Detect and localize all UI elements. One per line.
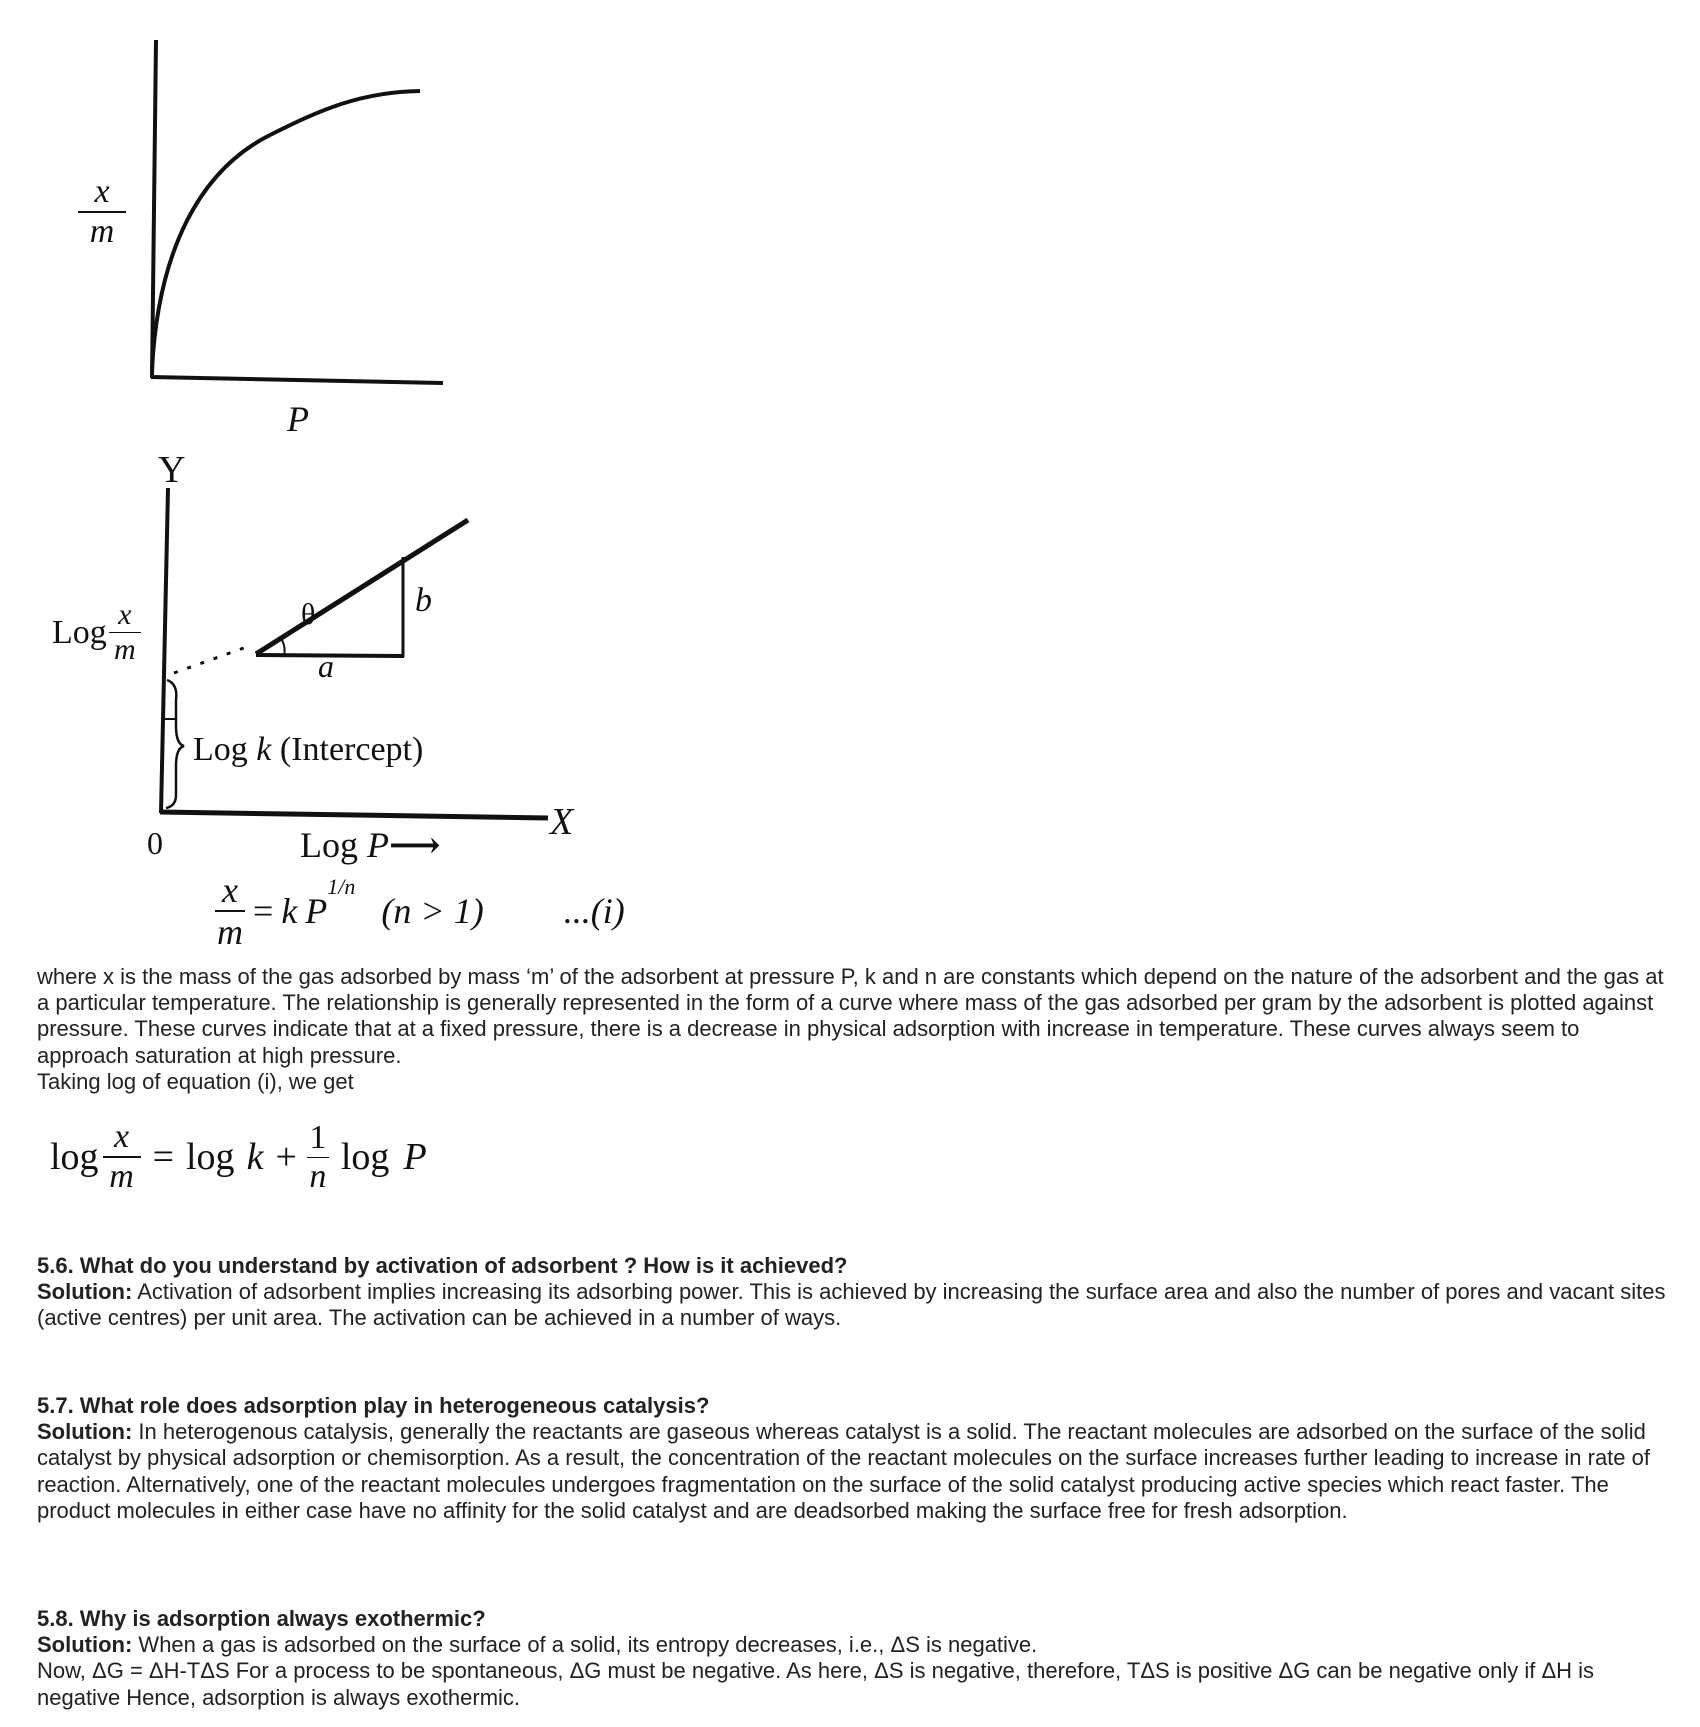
eq1-condition: (n > 1) bbox=[381, 891, 484, 931]
solution-text bbox=[37, 1279, 1677, 1331]
question-title: 5.6. What do you understand by activation of adsorbent ? How is it achieved? bbox=[37, 1253, 848, 1278]
equation-log-form bbox=[50, 1120, 427, 1194]
solution-body: When a gas is adsorbed on the surface of a solid, its entropy decreases, i.e., ΔS is negative. bbox=[132, 1632, 1038, 1658]
eq2-P: P bbox=[403, 1136, 427, 1178]
intercept-prefix: Log bbox=[193, 731, 257, 768]
question-5-6 bbox=[37, 1253, 1677, 1332]
eq1-tag: ...(i) bbox=[563, 891, 625, 931]
eq2-lhs-fraction bbox=[103, 1120, 141, 1194]
isotherm-x-label: P bbox=[287, 399, 309, 439]
angle-label: θ bbox=[301, 598, 316, 631]
intercept-label bbox=[193, 731, 423, 769]
slope-horizontal-label: a bbox=[318, 648, 334, 684]
eq2-plus: + bbox=[275, 1136, 297, 1178]
explanation-paragraph bbox=[37, 964, 1677, 1095]
eq1-lhs-fraction bbox=[215, 872, 245, 950]
x-label-text: Log P bbox=[300, 825, 389, 865]
eq2-denominator: m bbox=[109, 1158, 134, 1195]
solution-continuation: Now, ΔG = ΔH-TΔS For a process to be spontaneous, ΔG must be negative. As here, ΔS is negative, therefore, TΔS is positive ΔG can be negative only if ΔH is negative Hence, adsorption is always exothermic. bbox=[37, 1658, 1595, 1710]
intercept-suffix: (Intercept) bbox=[271, 731, 424, 768]
log-plot-y-label bbox=[52, 600, 141, 665]
slope-vertical-label: b bbox=[415, 582, 432, 619]
eq2-coef-numerator: 1 bbox=[309, 1118, 327, 1156]
intercept-k: k bbox=[256, 731, 272, 768]
eq2-k: k bbox=[246, 1136, 264, 1178]
question-title: 5.8. Why is adsorption always exothermic? bbox=[37, 1606, 486, 1631]
origin-label: 0 bbox=[147, 825, 163, 861]
y-label-denominator: m bbox=[89, 213, 115, 250]
solution-body: In heterogenous catalysis, generally the reactants are gaseous whereas catalyst is a solid. The reactant molecules are adsorbed on the surface of the solid catalyst by physical adsorption or chemisorption. As a result, the concentration of the reactant molecules on the surface increases further leading to increase in rate of reaction. Alternatively, one of the reactant molecules undergoes fragmentation on the surface of the solid catalyst producing active species which react faster. The product molecules in either case have no affinity for the solid catalyst and are deadsorbed making the surface free for fresh adsorption. bbox=[37, 1419, 1650, 1523]
paragraph-freundlich-explanation: where x is the mass of the gas adsorbed by mass ‘m’ of the adsorbent at pressure P, k and n are constants which depend on the nature of the adsorbent and the gas at a particular temperature. The relationship is generally represented in the form of a curve where mass of the gas adsorbed per gram by the adsorbent is plotted against pressure. These curves indicate that at a fixed pressure, there is a decrease in physical adsorption with increase in temperature. These curves always seem to approach saturation at high pressure. bbox=[37, 964, 1664, 1068]
solution-label: Solution: bbox=[37, 1632, 133, 1658]
question-5-8 bbox=[37, 1606, 1677, 1711]
y-label-numerator: x bbox=[118, 598, 132, 631]
eq2-coef-fraction bbox=[307, 1118, 329, 1195]
eq2-log-k: log bbox=[186, 1136, 235, 1178]
right-arrow-icon: ⟶ bbox=[389, 825, 441, 865]
eq2-equals: = bbox=[152, 1136, 174, 1178]
y-label-fraction bbox=[109, 600, 141, 665]
solution-label: Solution: bbox=[37, 1419, 133, 1445]
eq1-k: k bbox=[281, 891, 298, 931]
x-axis-letter: X bbox=[550, 801, 574, 843]
log-plot-x-label bbox=[300, 824, 441, 866]
eq1-denominator: m bbox=[217, 912, 243, 952]
eq2-numerator: x bbox=[114, 1118, 130, 1155]
equation-freundlich bbox=[215, 872, 625, 950]
paragraph-taking-log: Taking log of equation (i), we get bbox=[37, 1068, 354, 1094]
y-label-denominator: m bbox=[113, 633, 136, 666]
eq1-numerator: x bbox=[222, 870, 238, 910]
y-label-prefix: Log bbox=[52, 613, 107, 651]
eq2-log: log bbox=[50, 1136, 99, 1178]
solution-text bbox=[37, 1419, 1677, 1524]
eq1-equals: = bbox=[253, 891, 274, 931]
eq1-P: P bbox=[305, 891, 328, 931]
solution-text bbox=[37, 1632, 1677, 1658]
solution-body: Activation of adsorbent implies increasing its adsorbing power. This is achieved by increasing the surface area and also the number of pores and vacant sites (active centres) per unit area. The activation can be achieved in a number of ways. bbox=[37, 1279, 1666, 1331]
solution-label: Solution: bbox=[37, 1279, 133, 1305]
eq2-coef-denominator: n bbox=[309, 1157, 327, 1195]
question-title: 5.7. What role does adsorption play in heterogeneous catalysis? bbox=[37, 1393, 710, 1418]
eq2-log-P: log bbox=[340, 1136, 390, 1178]
y-axis-letter: Y bbox=[158, 449, 186, 491]
eq1-exponent: 1/n bbox=[327, 874, 356, 899]
y-label-numerator: x bbox=[94, 173, 110, 210]
question-5-7 bbox=[37, 1393, 1677, 1524]
